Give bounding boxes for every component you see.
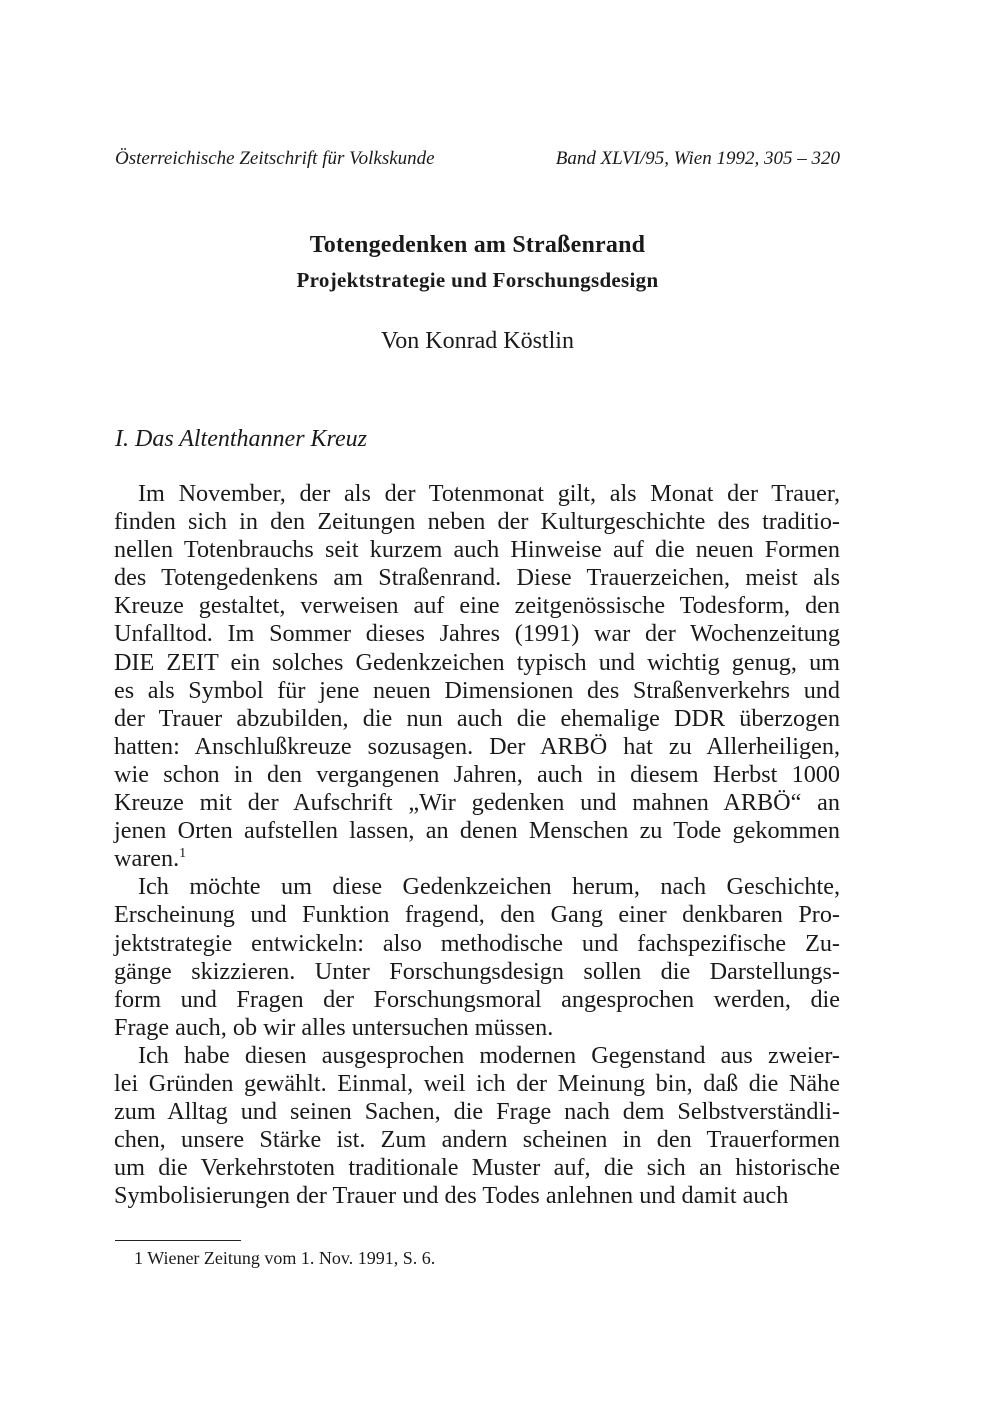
paragraph-line: form und Fragen der Forschungsmoral angesprochen werden, die <box>114 985 840 1013</box>
footnote <box>134 1248 435 1269</box>
paragraph-line: Ich habe diesen ausgesprochen modernen Gegenstand aus zweier- <box>138 1041 840 1069</box>
paragraph-line: zum Alltag und seinen Sachen, die Frage nach dem Selbstverständli- <box>114 1098 840 1126</box>
paragraph-line: chen, unsere Stärke ist. Zum andern scheinen in den Trauerformen <box>114 1126 840 1154</box>
footnote-marker[interactable]: 1 <box>179 846 187 862</box>
paragraph-line: lei Gründen gewählt. Einmal, weil ich der Meinung bin, daß die Nähe <box>114 1069 840 1097</box>
paragraph-line: wie schon in den vergangenen Jahren, auch in diesem Herbst 1000 <box>114 760 840 788</box>
journal-name: Österreichische Zeitschrift für Volkskunde <box>115 148 435 169</box>
article-subtitle: Projektstrategie und Forschungsdesign <box>296 268 659 292</box>
footnote-divider <box>115 1240 241 1241</box>
paragraph-line: jektstrategie entwickeln: also methodische und fachspezifische Zu- <box>114 929 840 957</box>
footnote-text: Wiener Zeitung vom 1. Nov. 1991, S. 6. <box>147 1248 436 1268</box>
paragraph-line: Erscheinung und Funktion fragend, den Gang einer denkbaren Pro- <box>114 901 840 929</box>
paragraph-line: Frage auch, ob wir alles untersuchen müssen. <box>114 1013 554 1041</box>
paragraph-line: jenen Orten aufstellen lassen, an denen Menschen zu Tode gekommen <box>114 817 840 845</box>
footnote-number: 1 <box>134 1248 143 1268</box>
paragraph-line: Ich möchte um diese Gedenkzeichen herum, nach Geschichte, <box>138 873 840 901</box>
paragraph-line: Kreuze gestaltet, verweisen auf eine zeitgenössische Todesform, den <box>114 592 840 620</box>
paragraph-line: Im November, der als der Totenmonat gilt, als Monat der Trauer, <box>138 480 840 507</box>
article-title: Totengedenken am Straßenrand <box>309 232 646 258</box>
paragraph-line: es als Symbol für jene neuen Dimensionen des Straßenverkehrs und <box>114 676 840 704</box>
paragraph-line: finden sich in den Zeitungen neben der Kulturgeschichte des traditio- <box>114 508 840 536</box>
body-text <box>114 480 840 1210</box>
paragraph-line: der Trauer abzubilden, die nun auch die ehemalige DDR überzogen <box>114 704 840 732</box>
paragraph-line: des Totengedenkens am Straßenrand. Diese Trauerzeichen, meist als <box>114 564 840 592</box>
paragraph-line: Symbolisierungen der Trauer und des Todes anlehnen und damit auch <box>114 1182 789 1210</box>
paragraph-line: gänge skizzieren. Unter Forschungsdesign sollen die Darstellungs- <box>114 957 840 985</box>
paragraph-line: waren.$^1$ <box>114 845 187 873</box>
running-head <box>115 148 840 170</box>
volume-info: Band XLVI/95, Wien 1992, 305 – 320 <box>555 148 840 169</box>
paragraph-line: Kreuze mit der Aufschrift „Wir gedenken und mahnen ARBÖ“ an <box>114 789 840 817</box>
paragraph-line: Unfalltod. Im Sommer dieses Jahres (1991) war der Wochenzeitung <box>114 620 840 648</box>
section-heading: I. Das Altenthanner Kreuz <box>115 426 367 452</box>
paragraph-line: DIE ZEIT ein solches Gedenkzeichen typisch und wichtig genug, um <box>114 648 840 676</box>
article-author: Von Konrad Köstlin <box>381 328 574 354</box>
paragraph-line: um die Verkehrstoten traditionale Muster auf, die sich an historische <box>114 1154 840 1182</box>
paragraph-line: hatten: Anschlußkreuze sozusagen. Der ARBÖ hat zu Allerheiligen, <box>114 732 840 760</box>
paragraph-line: nellen Totenbrauchs seit kurzem auch Hinweise auf die neuen Formen <box>114 536 840 564</box>
